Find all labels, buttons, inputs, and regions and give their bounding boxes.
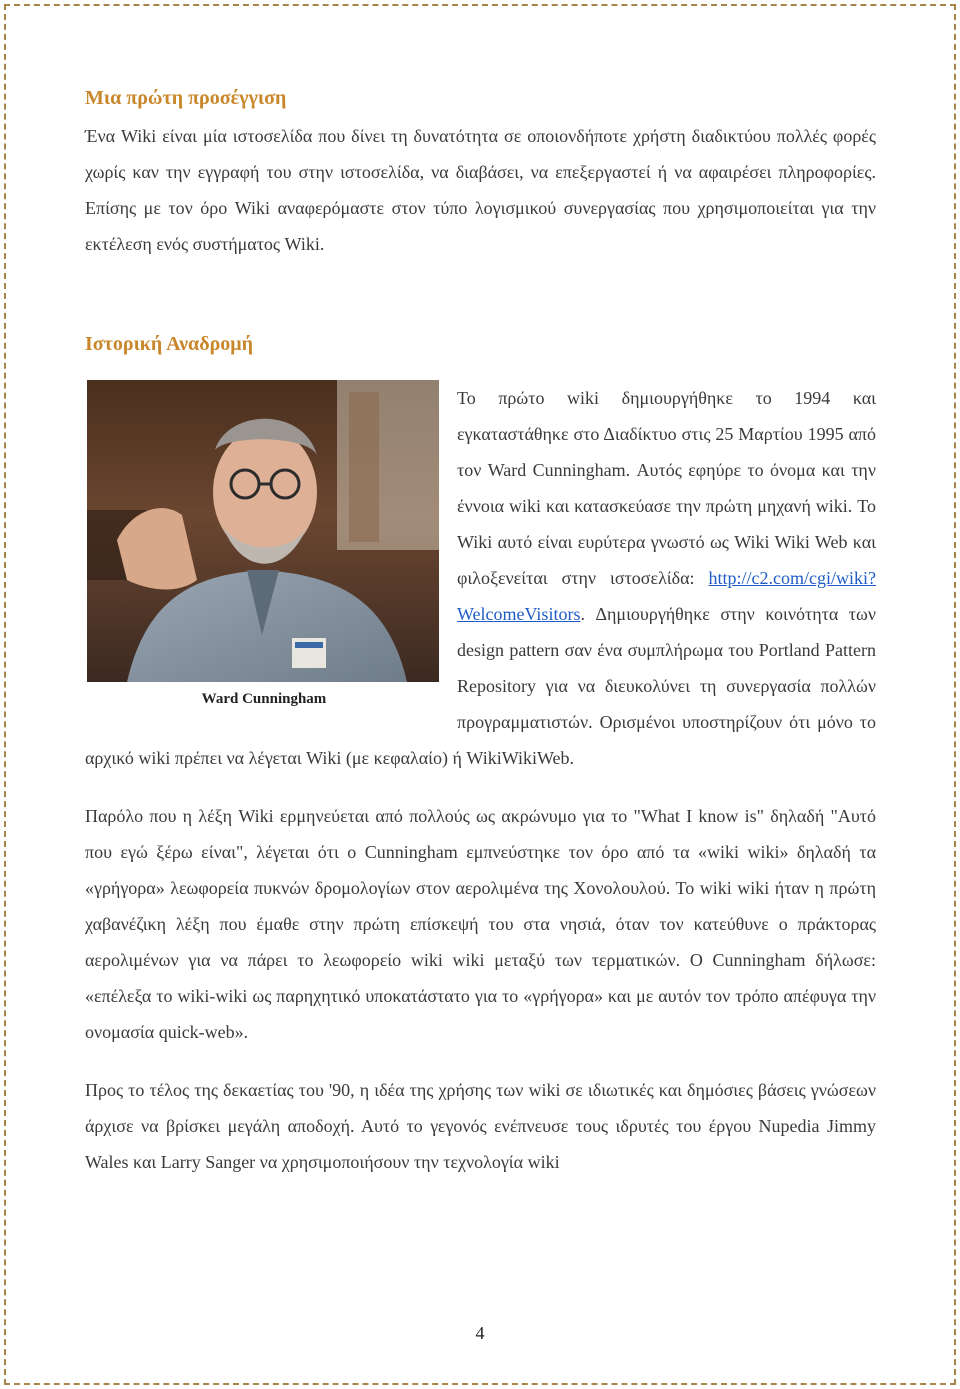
intro-paragraph: Ένα Wiki είναι μία ιστοσελίδα που δίνει τη δυνατότητα σε οποιονδήποτε χρήστη διαδικτύου πολλές φορές χωρίς καν την εγγραφή του στην ιστοσελίδα, να διαβάσει, να επεξεργαστεί ή να αφαιρέσει πληροφορίες. Επίσης με τον όρο Wiki αναφερόμαστε στον τύπο λογισμικού συνεργασίας που χρησιμοποιείται για την εκτέλεση ενός συστήματος Wiki. [85,126,876,254]
portrait-figure [87,380,441,715]
section-heading-history: Ιστορική Αναδρομή [85,333,253,355]
history-paragraph-3: Προς το τέλος της δεκαετίας του '90, η ιδέα της χρήσης των wiki σε ιδιωτικές και δημόσιες βάσεις γνώσεων άρχισε να βρίσκει μεγάλη αποδοχή. Αυτό το γεγονός ενέπνευσε τους ιδρυτές του έργου Nupedia Jimmy Wales και Larry Sanger να χρησιμοποιήσουν την τεχνολογία wiki [85,1080,876,1172]
section-heading-intro: Μια πρώτη προσέγγιση [85,87,287,109]
page-number: 4 [475,1323,485,1343]
history-text-part-2: . Δημιουργήθηκε στην κοινότητα των design pattern σαν ένα συμπλήρωμα του Portland Pattern Repository για να διευκολύνει τη συνεργασία πολλών προγραμματιστών. Ορισμένοι υποστηρίζουν ότι μόνο το αρχικό wiki πρέπει να λέγεται Wiki (με κεφαλαίο) ή WikiWikiWeb. [85,604,876,768]
history-paragraph-1 [85,380,876,776]
page-content [85,80,876,1180]
ward-cunningham-photo [87,380,439,682]
history-text-part-1: Το πρώτο wiki δημιουργήθηκε το 1994 και εγκαταστάθηκε στο Διαδίκτυο στις 25 Μαρτίου 1995 από τον Ward Cunningham. Αυτός εφηύρε το όνομα και την έννοια wiki και κατασκεύασε την πρώτη μηχανή wiki. Το Wiki αυτό είναι ευρύτερα γνωστό ως Wiki Wiki Web και φιλοξενείται στην ιστοσελίδα: [457,388,876,588]
history-paragraph-2: Παρόλο που η λέξη Wiki ερμηνεύεται από πολλούς ως ακρώνυμο για το "What I know is" δηλαδή "Αυτό που εγώ ξέρω είναι", λέγεται ότι ο Cunningham εμπνεύστηκε τον όρο από τα «wiki wiki» δηλαδή τα «γρήγορα» λεωφορεία πυκνών δρομολογίων στον αερολιμένα της Χονολουλού. Το wiki wiki ήταν η πρώτη χαβανέζικη λέξη που έμαθε στην πρώτη επίσκεψή του στα νησιά, όταν τον κατεύθυνε ο πράκτορας αερολιμένων για να πάρει το λεωφορείο wiki wiki μεταξύ των τερματικών. Ο Cunningham δήλωσε: «επέλεξα το wiki-wiki ως παρηχητικό υποκατάστατο για το «γρήγορα» και με αυτόν τον τρόπο απέφυγα την ονομασία quick-web». [85,806,876,1042]
wiki-welcome-link[interactable]: http://c2.com/cgi/wiki?WelcomeVisitors [457,568,876,624]
photo-caption: Ward Cunningham [201,691,327,707]
